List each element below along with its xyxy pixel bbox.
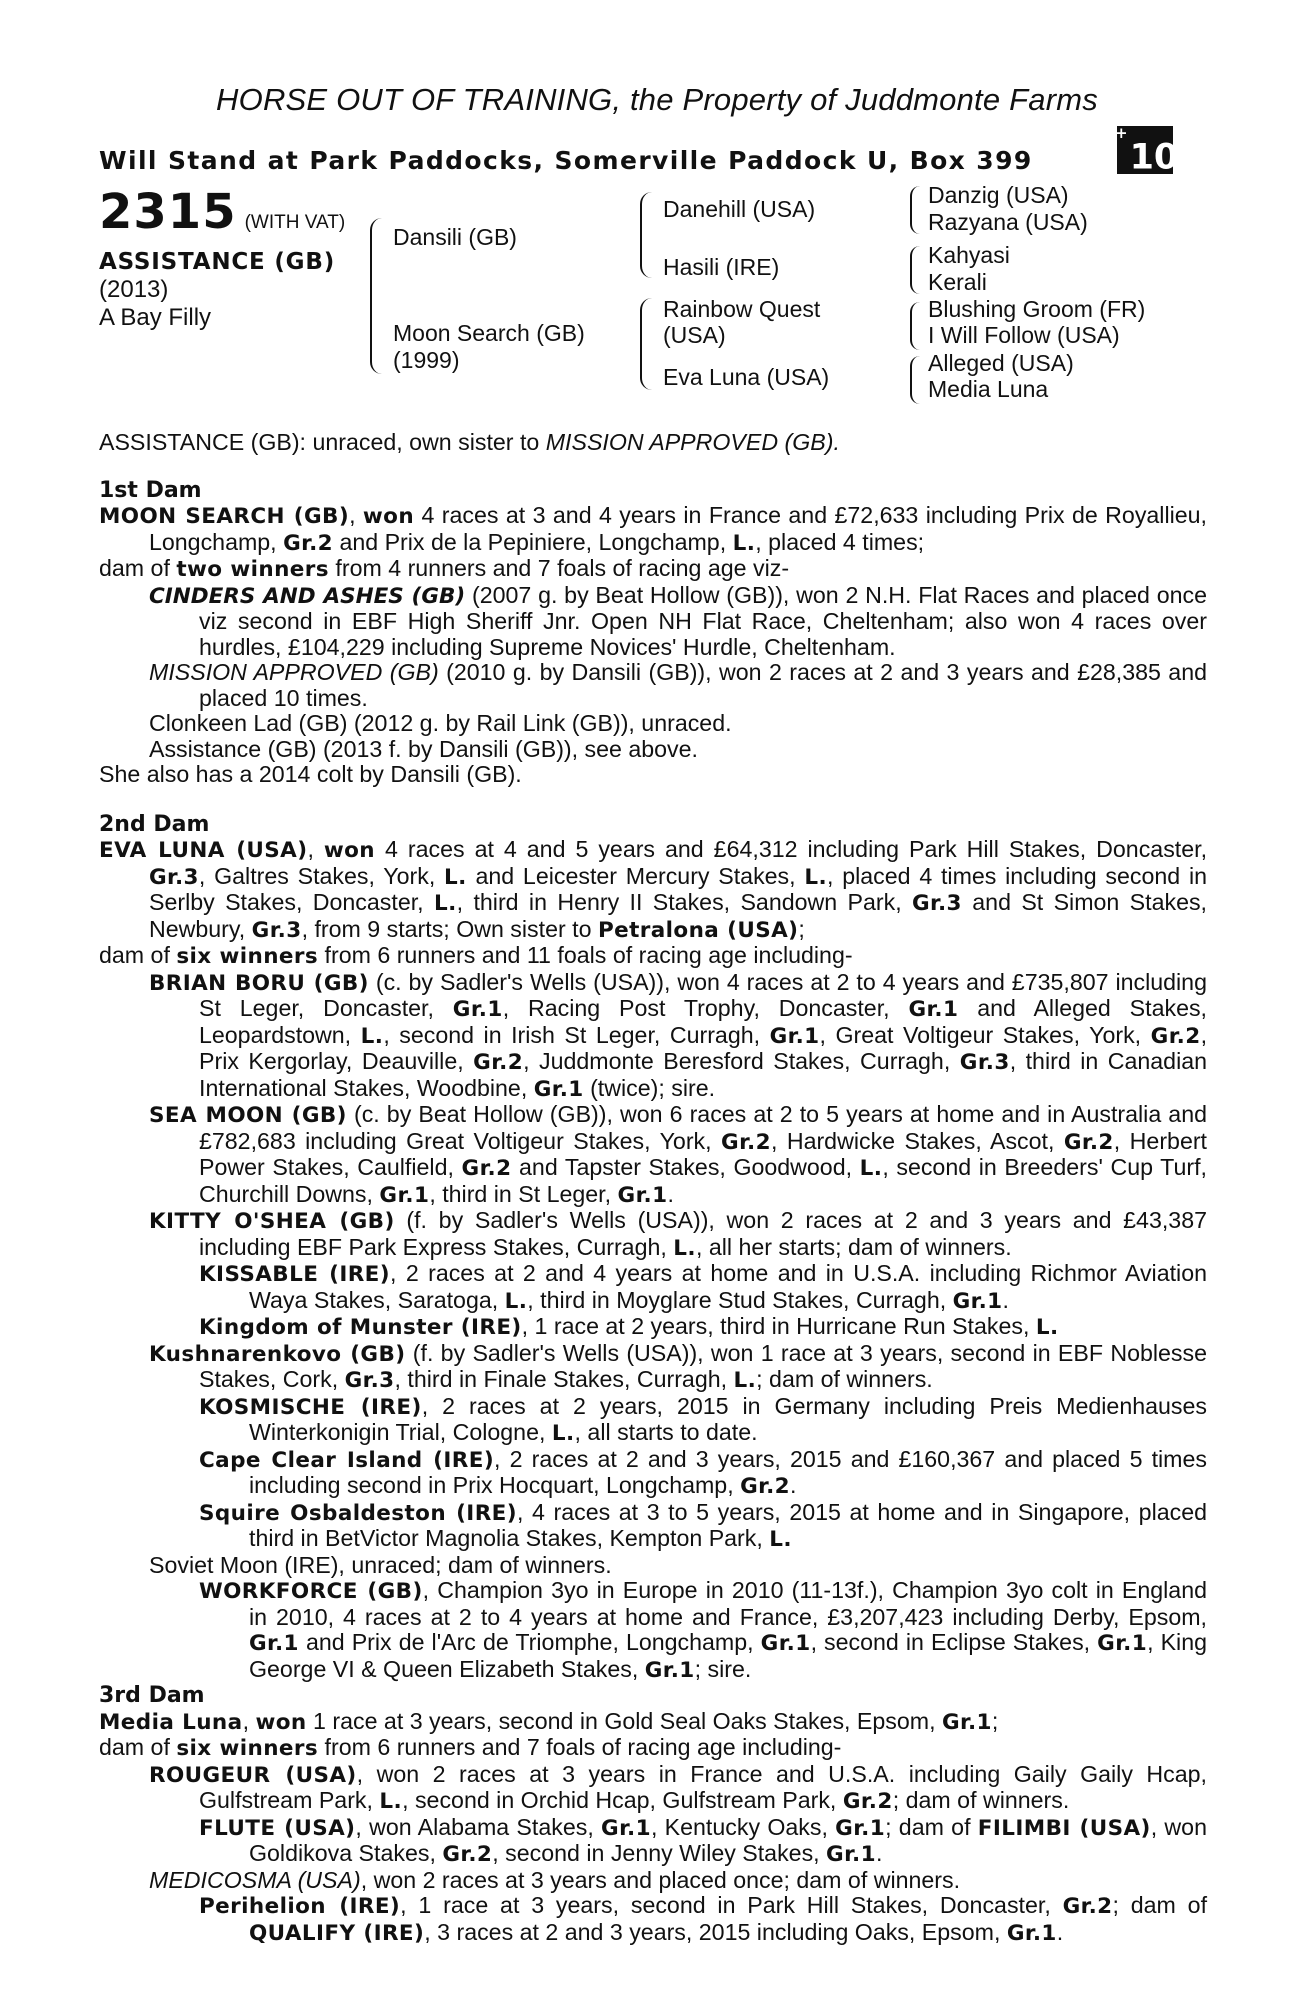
text-run: , third in Canadian International Stakes, Woodbine,: [199, 1048, 1208, 1101]
horse-note: [99, 430, 1207, 456]
text-run: , won Goldikova Stakes,: [249, 1813, 1207, 1866]
text-run: dam of: [99, 942, 177, 968]
pedigree-dam-sire-country: (USA): [663, 322, 726, 348]
pedigree-dam-year: (1999): [393, 347, 460, 373]
text-run: L.: [379, 1789, 403, 1814]
text-run: and Leicester Mercury Stakes,: [466, 862, 805, 889]
text-run: Gr.2: [1150, 1023, 1201, 1049]
text-run: KITTY O'SHEA (GB): [149, 1209, 395, 1234]
text-run: L.: [769, 1527, 792, 1552]
text-run: Squire Osbaldeston (IRE): [199, 1500, 517, 1526]
text-run: Gr.3: [344, 1368, 395, 1393]
lot-number: 2315: [99, 184, 237, 240]
text-run: Gr.3: [251, 917, 302, 943]
text-run: L.: [733, 1368, 757, 1393]
text-run: L.: [551, 1421, 575, 1446]
pedigree-g5: Blushing Groom (FR): [928, 296, 1146, 322]
text-run: (c. by Sadler's Wells (USA)), won 4 races at 2 to 4 years and £735,807 including St Leger, Doncaster,: [199, 968, 1207, 1021]
text-run: L.: [444, 864, 467, 890]
produce-cape-clear-island: [99, 1447, 1207, 1500]
text-run: (twice); sire.: [583, 1074, 716, 1101]
text-run: MEDICOSMA (USA): [149, 1866, 361, 1893]
text-run: , 4 races at 3 to 5 years, 2015 at home and in Singapore, placed third in BetVictor Magnolia Stakes, Kempton Park,: [249, 1498, 1208, 1551]
text-run: Gr.1: [769, 1023, 820, 1049]
text-run: QUALIFY (IRE): [249, 1920, 425, 1946]
text-run: ;: [798, 915, 805, 942]
text-run: , third in Henry II Stakes, Sandown Park,: [456, 889, 912, 915]
text-run: , Great Voltigeur Stakes, York,: [819, 1021, 1151, 1048]
text-run: .: [1056, 1918, 1064, 1945]
text-run: won: [255, 1709, 307, 1735]
text-run: ; dam of: [885, 1813, 978, 1840]
text-run: Gr.2: [842, 1789, 893, 1814]
badge-plus: +: [1115, 124, 1128, 142]
text-run: , Herbert Power Stakes, Caulfield,: [199, 1127, 1207, 1180]
text-run: won: [323, 838, 376, 863]
text-run: Gr.2: [442, 1842, 493, 1867]
text-run: Gr.1: [617, 1182, 668, 1208]
text-run: WORKFORCE (GB): [199, 1579, 423, 1604]
vat-label: (WITH VAT): [244, 212, 346, 233]
third-dam-produce-summary: [99, 1735, 1207, 1762]
pedigree-sire-dam: Hasili (IRE): [663, 254, 780, 280]
text-run: L.: [1035, 1315, 1059, 1340]
text-run: Gr.2: [473, 1050, 524, 1075]
text-run: , Galtres Stakes, York,: [198, 862, 445, 889]
pedigree-brace-g1: [910, 186, 920, 234]
produce-kosmische: [99, 1394, 1207, 1447]
first-dam-heading: 1st Dam: [99, 477, 202, 503]
text-run: Gr.2: [1062, 1894, 1113, 1919]
horse-name: ASSISTANCE (GB): [99, 249, 336, 275]
text-run: FILIMBI (USA): [977, 1815, 1151, 1841]
text-run: (f. by Sadler's Wells (USA)), won 1 race at 3 years, second in EBF Noblesse Stakes, Cork,: [199, 1339, 1207, 1392]
text-run: , won Alabama Stakes,: [355, 1813, 602, 1840]
text-run: , Kentucky Oaks,: [650, 1813, 836, 1840]
second-dam-heading: 2nd Dam: [99, 811, 210, 837]
text-run: Gr.1: [452, 997, 503, 1022]
text-run: , 1 race at 2 years, third in Hurricane Run Stakes,: [521, 1313, 1036, 1339]
pedigree-g6: I Will Follow (USA): [928, 322, 1120, 348]
text-run: .: [1002, 1286, 1009, 1313]
text-run: six winners: [176, 1736, 319, 1761]
text-run: , Racing Post Trophy, Doncaster,: [502, 995, 909, 1021]
text-run: , 2 races at 2 and 3 years, 2015 and £160,367 and placed 5 times including second in Prix Hocquart, Longchamp,: [249, 1445, 1207, 1498]
pedigree-dam-dam: Eva Luna (USA): [663, 364, 830, 390]
text-run: Gr.3: [149, 864, 199, 890]
text-run: Gr.1: [826, 1842, 876, 1867]
text-run: (2010 g. by Dansili (GB)), won 2 races at 2 and 3 years and £28,385 and placed 10 times.: [199, 659, 1207, 711]
produce-colt-2014: She also has a 2014 colt by Dansili (GB).: [99, 761, 522, 787]
text-run: MISSION APPROVED (GB).: [545, 429, 840, 455]
text-run: won: [362, 504, 415, 529]
badge-number: 10: [1129, 137, 1179, 178]
third-dam-record: Media Luna, won 1 race at 3 years, second in Gold Seal Oaks Stakes, Epsom, Gr.1;: [99, 1707, 999, 1735]
stand-location: Will Stand at Park Paddocks, Somerville Paddock U, Box 399: [99, 146, 1033, 175]
text-run: , placed 4 times;: [755, 528, 925, 555]
text-run: , all starts to date.: [574, 1419, 758, 1445]
text-run: Gr.1: [942, 1709, 992, 1735]
text-run: Gr.2: [283, 530, 333, 556]
text-run: Gr.1: [760, 1631, 811, 1656]
text-run: , from 9 starts; Own sister to: [301, 915, 598, 942]
text-run: Media Luna: [99, 1709, 243, 1735]
text-run: Gr.2: [740, 1474, 791, 1499]
text-run: KISSABLE (IRE): [199, 1262, 390, 1287]
text-run: , 2 races at 2 years, 2015 in Germany including Preis Medienhauses Winterkonigin Trial, Cologne,: [249, 1392, 1207, 1445]
page-badge: [1115, 124, 1179, 178]
third-dam-heading: 3rd Dam: [99, 1683, 205, 1708]
pedigree-brace-sire: [640, 192, 652, 278]
text-run: KOSMISCHE (IRE): [199, 1394, 422, 1420]
page-header: HORSE OUT OF TRAINING, the Property of Juddmonte Farms: [216, 82, 1098, 117]
pedigree-sire-sire: Danehill (USA): [663, 196, 816, 222]
text-run: MISSION APPROVED (GB): [149, 659, 439, 685]
produce-mission-approved: [99, 660, 1207, 711]
text-run: Gr.2: [1063, 1129, 1114, 1155]
produce-squire-osbaldeston: [99, 1500, 1207, 1553]
produce-kingdom-of-munster: [99, 1314, 1207, 1341]
text-run: ASSISTANCE (GB): unraced, own sister to: [99, 429, 546, 455]
text-run: , third in Moyglare Stud Stakes, Curragh,: [527, 1286, 953, 1313]
text-run: ROUGEUR (USA): [149, 1762, 357, 1788]
text-run: Gr.1: [1097, 1631, 1148, 1656]
text-run: , Hardwicke Stakes, Ascot,: [770, 1127, 1064, 1154]
text-run: two winners: [176, 557, 329, 582]
pedigree-brace-main: [370, 218, 382, 374]
text-run: from 6 runners and 7 foals of racing age including-: [318, 1734, 842, 1760]
horse-description: A Bay Filly: [99, 304, 212, 331]
second-dam-produce-summary: [99, 943, 1207, 970]
text-run: (f. by Sadler's Wells (USA)), won 2 races at 2 and 3 years and £43,387 including EBF Park Express Stakes, Curragh,: [199, 1207, 1207, 1260]
produce-flute: [99, 1815, 1207, 1868]
text-run: Gr.1: [601, 1815, 651, 1841]
pedigree-sire: Dansili (GB): [393, 224, 517, 250]
produce-workforce: [99, 1578, 1207, 1683]
produce-perihelion: [99, 1893, 1207, 1946]
text-run: and St Simon Stakes, Newbury,: [149, 889, 1208, 942]
horse-info: [99, 248, 335, 332]
text-run: , Prix Kergorlay, Deauville,: [199, 1021, 1208, 1074]
text-run: Kushnarenkovo (GB): [149, 1341, 406, 1367]
text-run: MOON SEARCH (GB): [99, 504, 350, 529]
text-run: L.: [673, 1235, 696, 1261]
text-run: EVA LUNA (USA): [99, 838, 308, 863]
text-run: , second in Irish St Leger, Curragh,: [383, 1021, 770, 1048]
text-run: , 1 race at 3 years, second in Park Hill Stakes, Doncaster,: [400, 1892, 1063, 1918]
text-run: , second in Jenny Wiley Stakes,: [492, 1840, 827, 1866]
produce-soviet-moon: Soviet Moon (IRE), unraced; dam of winners.: [149, 1551, 612, 1578]
text-run: dam of: [99, 1734, 177, 1760]
lot-number-block: [99, 184, 345, 240]
text-run: , Juddmonte Beresford Stakes, Curragh,: [523, 1048, 960, 1074]
pedigree-brace-dam: [640, 298, 652, 390]
text-run: , won 2 races at 3 years in France and U.S.A. including Gaily Gaily Hcap, Gulfstream Park,: [199, 1760, 1207, 1813]
text-run: six winners: [176, 944, 319, 969]
text-run: , third in Finale Stakes, Curragh,: [394, 1366, 734, 1392]
text-run: L.: [360, 1023, 384, 1049]
text-run: ; dam of winners.: [756, 1366, 933, 1392]
text-run: ; dam of winners.: [892, 1787, 1070, 1813]
text-run: L.: [859, 1156, 883, 1181]
pedigree-dam: Moon Search (GB): [393, 320, 585, 346]
text-run: Gr.1: [1006, 1920, 1057, 1946]
text-run: ;: [991, 1707, 999, 1734]
text-run: Gr.1: [379, 1182, 430, 1208]
text-run: , all her starts; dam of winners.: [695, 1233, 1012, 1260]
pedigree-brace-g3: [910, 302, 920, 350]
text-run: , second in Breeders' Cup Turf, Churchill Downs,: [199, 1154, 1207, 1207]
text-run: Gr.1: [249, 1631, 299, 1656]
text-run: 4 races at 4 and 5 years and £64,312 including Park Hill Stakes, Doncaster,: [375, 836, 1208, 862]
produce-brian-boru: [99, 970, 1207, 1103]
text-run: Petralona (USA): [597, 917, 799, 943]
catalogue-body: [99, 430, 1207, 1946]
text-run: , second in Eclipse Stakes,: [810, 1629, 1098, 1655]
text-run: , 3 races at 2 and 3 years, 2015 including Oaks, Epsom,: [424, 1918, 1007, 1945]
produce-sea-moon: [99, 1102, 1207, 1208]
pedigree-g3: Kahyasi: [928, 242, 1010, 268]
text-run: and Prix de la Pepiniere, Longchamp,: [333, 528, 733, 555]
text-run: L.: [504, 1288, 528, 1314]
produce-rougeur: [99, 1762, 1207, 1815]
first-dam-produce-summary: [99, 556, 1207, 583]
text-run: and Alleged Stakes, Leopardstown,: [199, 995, 1208, 1048]
text-run: .: [875, 1840, 883, 1866]
text-run: dam of: [99, 555, 177, 581]
pedigree-g4: Kerali: [928, 269, 987, 295]
text-run: L.: [732, 530, 756, 556]
text-run: .: [667, 1180, 674, 1207]
text-run: Gr.1: [908, 997, 959, 1022]
text-run: from 4 runners and 7 foals of racing age viz-: [328, 555, 790, 581]
text-run: Kingdom of Munster (IRE): [199, 1315, 522, 1340]
produce-cinders-and-ashes: [99, 583, 1207, 661]
text-run: BRIAN BORU (GB): [149, 970, 369, 996]
text-run: Gr.2: [461, 1156, 512, 1181]
first-dam-record: MOON SEARCH (GB), won 4 races at 3 and 4 years in France and £72,633 including Prix de Royallieu, Longchamp, Gr.2 and Prix de la Pepiniere, Longchamp, L., placed 4 times;: [99, 502, 1207, 556]
text-run: from 6 runners and 11 foals of racing age including-: [318, 942, 853, 968]
produce-medicosma: [99, 1868, 1207, 1894]
text-run: (2007 g. by Beat Hollow (GB)), won 2 N.H. Flat Races and placed once viz second in EBF High Sheriff Jnr. Open NH Flat Race, Cheltenham; also won 4 races over hurdles, £104,229 including Supreme Novices' Hurdle, Cheltenham.: [199, 581, 1207, 660]
text-run: Gr.1: [952, 1288, 1003, 1314]
text-run: Cape Clear Island (IRE): [199, 1447, 495, 1473]
text-run: Gr.1: [533, 1076, 584, 1102]
text-run: , won 2 races at 3 years and placed once; dam of winners.: [360, 1866, 961, 1893]
text-run: Gr.3: [912, 891, 962, 916]
pedigree-brace-g2: [910, 246, 920, 294]
pedigree-g7: Alleged (USA): [928, 350, 1074, 376]
text-run: and Prix de l'Arc de Triomphe, Longchamp,: [298, 1629, 761, 1655]
text-run: , 2 races at 2 and 4 years at home and in U.S.A. including Richmor Aviation Waya Stakes, Saratoga,: [249, 1260, 1207, 1313]
produce-assistance: Assistance (GB) (2013 f. by Dansili (GB)), see above.: [149, 735, 698, 762]
text-run: L.: [804, 864, 828, 890]
text-run: , placed 4 times including second in Serlby Stakes, Doncaster,: [149, 862, 1207, 915]
text-run: (c. by Beat Hollow (GB)), won 6 races at 2 to 5 years at home and in Australia and £782,683 including Great Voltigeur Stakes, York,: [199, 1101, 1207, 1154]
text-run: Perihelion (IRE): [199, 1894, 401, 1919]
pedigree-g2: Razyana (USA): [928, 209, 1088, 235]
text-run: ; sire.: [694, 1655, 752, 1682]
text-run: and Tapster Stakes, Goodwood,: [511, 1154, 860, 1180]
produce-clonkeen-lad: Clonkeen Lad (GB) (2012 g. by Rail Link (GB)), unraced.: [149, 710, 732, 736]
text-run: 1 race at 3 years, second in Gold Seal Oaks Stakes, Epsom,: [306, 1707, 942, 1734]
text-run: , King George VI & Queen Elizabeth Stakes,: [249, 1629, 1207, 1682]
text-run: Gr.2: [721, 1129, 771, 1155]
second-dam-record: EVA LUNA (USA), won 4 races at 4 and 5 years and £64,312 including Park Hill Stakes, Doncaster, Gr.3, Galtres Stakes, York, L. and Leicester Mercury Stakes, L., placed 4 times including second in Serlby Stakes, Doncaster, L., third in Henry II Stakes, Sandown Park, Gr.3 and St Simon Stakes, Newbury, Gr.3, from 9 starts; Own sister to Petralona (USA);: [99, 836, 1208, 943]
text-run: 4 races at 3 and 4 years in France and £72,633 including Prix de Royallieu, Longchamp,: [149, 502, 1207, 555]
text-run: .: [790, 1472, 797, 1498]
text-run: , third in St Leger,: [429, 1180, 618, 1207]
text-run: FLUTE (USA): [199, 1815, 356, 1841]
text-run: Gr.3: [959, 1050, 1010, 1075]
produce-kissable: [99, 1261, 1207, 1314]
text-run: ; dam of: [1112, 1892, 1208, 1918]
text-run: , Champion 3yo in Europe in 2010 (11-13f.), Champion 3yo colt in England in 2010, 4 races at 2 to 4 years at home and France, £3,207,423 including Derby, Epsom,: [249, 1577, 1207, 1630]
text-run: , second in Orchid Hcap, Gulfstream Park,: [402, 1787, 843, 1813]
text-run: SEA MOON (GB): [149, 1103, 347, 1128]
horse-year: (2013): [99, 276, 169, 303]
text-run: Gr.1: [644, 1657, 695, 1683]
text-run: L.: [433, 891, 457, 916]
pedigree-g1: Danzig (USA): [928, 182, 1069, 208]
produce-kushnarenkovo: [99, 1341, 1207, 1394]
pedigree-brace-g4: [910, 356, 920, 404]
pedigree-g8: Media Luna: [928, 376, 1049, 402]
text-run: Gr.1: [835, 1815, 886, 1841]
pedigree-dam-sire: Rainbow Quest: [663, 296, 821, 322]
text-run: CINDERS AND ASHES (GB): [149, 583, 466, 609]
produce-kitty-oshea: [99, 1208, 1207, 1261]
